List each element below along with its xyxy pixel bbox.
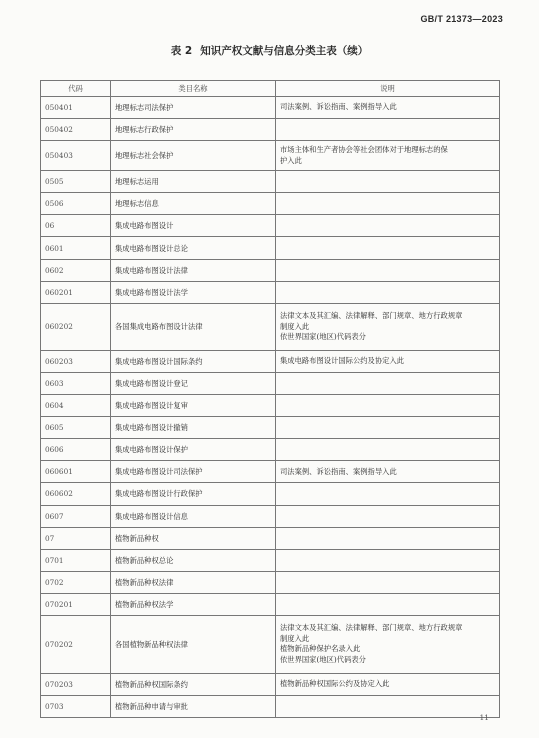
cell-notes: [276, 527, 500, 549]
classification-table: [40, 80, 500, 718]
table-row: [41, 695, 500, 717]
cell-code: 0601: [41, 237, 111, 259]
table-body: [41, 97, 500, 718]
note-line: 依世界国家(地区)代码表分: [280, 332, 366, 342]
note-line: 司法案例、诉讼指南、案例指导入此: [280, 102, 397, 112]
cell-name: 集成电路布图设计登记: [111, 372, 276, 394]
cell-notes: [276, 695, 500, 717]
cell-notes: [276, 439, 500, 461]
cell-notes: [276, 193, 500, 215]
note-line: 依世界国家(地区)代码表分: [280, 654, 366, 664]
cell-code: 0602: [41, 259, 111, 281]
cell-notes: [276, 97, 500, 119]
cell-name: 植物新品种权法学: [111, 593, 276, 615]
cell-notes: [276, 615, 500, 673]
cell-notes: [276, 483, 500, 505]
cell-notes: [276, 215, 500, 237]
table-row: [41, 439, 500, 461]
table-title: [0, 43, 539, 58]
table-row: [41, 350, 500, 372]
cell-name: 各国植物新品种权法律: [111, 615, 276, 673]
table-row: [41, 141, 500, 171]
cell-code: 060203: [41, 350, 111, 372]
table-row: [41, 571, 500, 593]
note-line: 市场主体和生产者协会等社会团体对于地理标志的保: [280, 145, 448, 155]
cell-code: 0702: [41, 571, 111, 593]
cell-name: 地理标志司法保护: [111, 97, 276, 119]
column-header-name: 类目名称: [111, 81, 276, 97]
cell-name: 集成电路布图设计法学: [111, 281, 276, 303]
table-row: [41, 171, 500, 193]
cell-name: 地理标志社会保护: [111, 141, 276, 171]
note-line: 制度入此: [280, 633, 310, 643]
cell-notes: [276, 593, 500, 615]
table-row: [41, 395, 500, 417]
table-row: [41, 483, 500, 505]
cell-code: 0603: [41, 372, 111, 394]
cell-notes: [276, 372, 500, 394]
cell-name: 植物新品种权国际条约: [111, 673, 276, 695]
cell-code: 0607: [41, 505, 111, 527]
cell-notes: [276, 119, 500, 141]
table-number: 表 2: [170, 45, 193, 57]
table-row: [41, 259, 500, 281]
cell-code: 070202: [41, 615, 111, 673]
table-row: [41, 119, 500, 141]
note-line: 法律文本及其汇编、法律解释、部门规章、地方行政规章: [280, 623, 463, 633]
table-row: [41, 237, 500, 259]
table-row: [41, 505, 500, 527]
column-header-code: 代码: [41, 81, 111, 97]
cell-notes: [276, 259, 500, 281]
note-line: 司法案例、诉讼指南、案例指导入此: [280, 466, 397, 476]
note-line: 护入此: [280, 155, 302, 165]
column-header-notes: 说明: [276, 81, 500, 97]
cell-name: 地理标志信息: [111, 193, 276, 215]
cell-code: 0605: [41, 417, 111, 439]
cell-name: 植物新品种申请与审批: [111, 695, 276, 717]
cell-notes: [276, 350, 500, 372]
cell-code: 060601: [41, 461, 111, 483]
table-row: [41, 527, 500, 549]
cell-notes: [276, 281, 500, 303]
table-row: [41, 461, 500, 483]
cell-code: 07: [41, 527, 111, 549]
cell-code: 060202: [41, 303, 111, 350]
cell-code: 070201: [41, 593, 111, 615]
cell-code: 0606: [41, 439, 111, 461]
table-row: [41, 193, 500, 215]
note-line: 制度入此: [280, 321, 310, 331]
table-row: [41, 593, 500, 615]
cell-code: 0701: [41, 549, 111, 571]
table-row: [41, 215, 500, 237]
cell-name: 集成电路布图设计: [111, 215, 276, 237]
cell-notes: [276, 303, 500, 350]
cell-name: 地理标志运用: [111, 171, 276, 193]
cell-notes: [276, 417, 500, 439]
cell-notes: [276, 549, 500, 571]
table-row: [41, 281, 500, 303]
cell-name: 集成电路布图设计信息: [111, 505, 276, 527]
cell-name: 植物新品种权法律: [111, 571, 276, 593]
cell-name: 地理标志行政保护: [111, 119, 276, 141]
cell-name: 植物新品种权: [111, 527, 276, 549]
cell-notes: [276, 461, 500, 483]
cell-name: 植物新品种权总论: [111, 549, 276, 571]
cell-name: 集成电路布图设计行政保护: [111, 483, 276, 505]
cell-code: 0506: [41, 193, 111, 215]
cell-notes: [276, 171, 500, 193]
cell-notes: [276, 141, 500, 171]
table-row: [41, 417, 500, 439]
cell-notes: [276, 237, 500, 259]
table-row: [41, 372, 500, 394]
table-header-row: [41, 81, 500, 97]
cell-name: 集成电路布图设计撤销: [111, 417, 276, 439]
cell-code: 0703: [41, 695, 111, 717]
table-row: [41, 549, 500, 571]
table-row: [41, 303, 500, 350]
cell-name: 各国集成电路布图设计法律: [111, 303, 276, 350]
note-line: 法律文本及其汇编、法律解释、部门规章、地方行政规章: [280, 311, 463, 321]
cell-code: 060201: [41, 281, 111, 303]
cell-code: 050401: [41, 97, 111, 119]
cell-name: 集成电路布图设计复审: [111, 395, 276, 417]
cell-name: 集成电路布图设计国际条约: [111, 350, 276, 372]
cell-code: 06: [41, 215, 111, 237]
cell-code: 0604: [41, 395, 111, 417]
cell-code: 050402: [41, 119, 111, 141]
cell-name: 集成电路布图设计司法保护: [111, 461, 276, 483]
cell-notes: [276, 571, 500, 593]
standard-code: GB/T 21373—2023: [420, 14, 503, 24]
cell-notes: [276, 505, 500, 527]
table-row: [41, 97, 500, 119]
note-line: 集成电路布图设计国际公约及协定入此: [280, 356, 405, 366]
cell-name: 集成电路布图设计总论: [111, 237, 276, 259]
note-line: 植物新品种权国际公约及协定入此: [280, 679, 390, 689]
cell-notes: [276, 395, 500, 417]
page-number: 11: [479, 713, 489, 722]
table-row: [41, 673, 500, 695]
cell-code: 050403: [41, 141, 111, 171]
cell-name: 集成电路布图设计保护: [111, 439, 276, 461]
cell-code: 070203: [41, 673, 111, 695]
note-line: 植物新品种保护名录入此: [280, 644, 361, 654]
cell-notes: [276, 673, 500, 695]
cell-code: 0505: [41, 171, 111, 193]
cell-code: 060602: [41, 483, 111, 505]
cell-name: 集成电路布图设计法律: [111, 259, 276, 281]
table-title-text: 知识产权文献与信息分类主表（续）: [200, 45, 369, 57]
table-row: [41, 615, 500, 673]
